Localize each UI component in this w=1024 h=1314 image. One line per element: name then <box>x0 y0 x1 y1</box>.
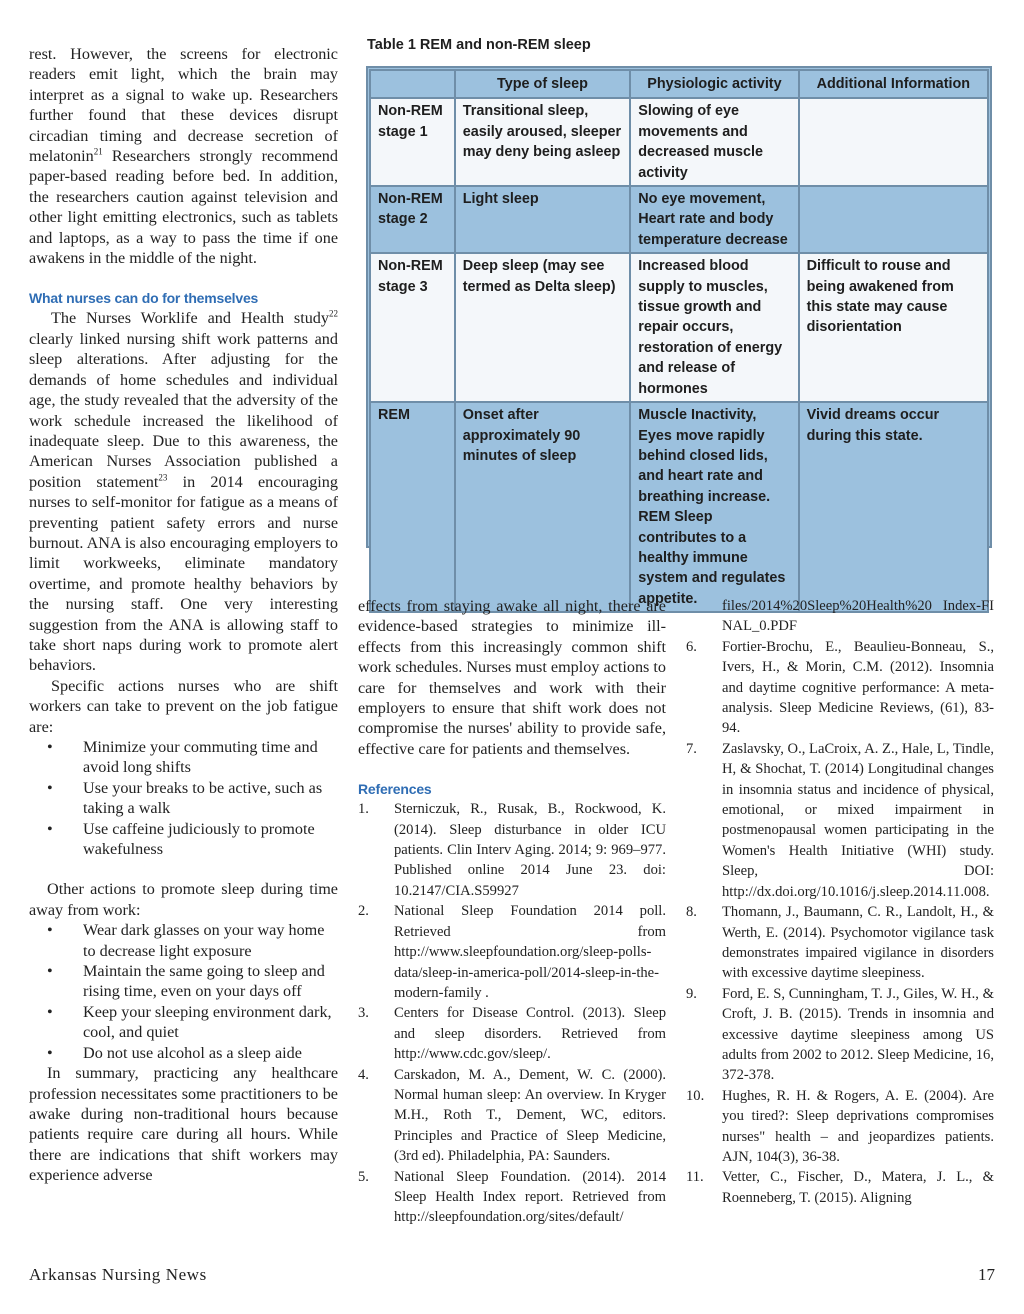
table-cell: Non-REM stage 1 <box>370 98 455 186</box>
table-cell: Slowing of eye movements and decreased muscle activity <box>630 98 798 186</box>
table-cell: REM <box>370 402 455 612</box>
table-header-cell: Additional Information <box>799 70 988 98</box>
sleep-table-container <box>366 66 992 607</box>
list-item: • Use caffeine judiciously to promote wakefulness <box>29 819 338 860</box>
references-heading: References <box>358 781 432 798</box>
list-item: • Use your breaks to be active, such as taking a walk <box>29 778 338 819</box>
list-item: • Wear dark glasses on your way home to decrease light exposure <box>29 920 338 961</box>
sleep-stages-table <box>369 69 989 613</box>
reference-item: 6. Fortier-Brochu, E., Beaulieu-Bonneau, S., Ivers, H., & Morin, C.M. (2012). Insomnia and daytime cognitive performance: A meta-analysis. Sleep Medicine Reviews, (61), 83-94. <box>686 638 994 737</box>
table-cell: Light sleep <box>455 186 630 253</box>
page-number: 17 <box>978 1265 995 1284</box>
right-column <box>686 596 994 1208</box>
study-paragraph: The Nurses Worklife and Health study$^{22}$ clearly linked nursing shift work patterns and sleep alterations. After adjusting for the demands of home schedules and individual age, the study revealed that the adversity of the work schedule increased the likelihood of inadequate sleep. Due to this awareness, the American Nurses Association published a position statement$^{23}$ in 2014 encouraging nurses to self-monitor for fatigue as a means of preventing patient safety errors and nurse burnout. ANA is also encouraging employers to limit workweeks, eliminate mandatory overtime, and promote healthy behaviors by the nursing staff. One very interesting suggestion from the ANA is allowing staff to take short naps during work to promote alert behaviors. <box>29 309 338 675</box>
reference-item: 11. Vetter, C., Fischer, D., Matera, J. L., & Roenneberg, T. (2015). Aligning <box>686 1169 994 1206</box>
reference-item: 1. Sterniczuk, R., Rusak, B., Rockwood, K. (2014). Sleep disturbance in older ICU patients. Clin Interv Aging. 2014; 9: 969–977. Published online 2014 June 23. doi: 10.2147/CIA.S59927 <box>358 801 666 899</box>
specific-actions-paragraph: Specific actions nurses who are shift workers can take to prevent on the job fatigue are: <box>29 676 338 736</box>
references-list <box>358 799 666 1228</box>
table-title: Table 1 REM and non-REM sleep <box>367 37 591 53</box>
list-item: • Keep your sleeping environment dark, cool, and quiet <box>29 1002 338 1043</box>
table-row <box>370 402 988 612</box>
reference-item: 7. Zaslavsky, O., LaCroix, A. Z., Hale, L, Tindle, H, & Shochat, T. (2014) Longitudinal changes in insomnia status and incidence of physical, emotional, or mixed impairment in postmenopausal women participating in the Women's Health Initiative (WHI) study. Sleep, DOI: http://dx.doi.org/10.1016/j.sleep.2014.11.008. <box>686 740 994 900</box>
other-actions-paragraph: Other actions to promote sleep during time away from work: <box>29 880 338 919</box>
table-cell: Non-REM stage 3 <box>370 253 455 402</box>
reference-item: 5. National Sleep Foundation. (2014). 2014 Sleep Health Index report. Retrieved from http://sleepfoundation.org/sites/default/ <box>358 1168 666 1226</box>
summary-paragraph: In summary, practicing any healthcare profession necessitates some practitioners to be awake during non-traditional hours because patients require care during all hours. While there are indications that shift workers may experience adverse <box>29 1064 338 1185</box>
list-item: • Maintain the same going to sleep and rising time, even on your days off <box>29 961 338 1002</box>
table-row <box>370 253 988 402</box>
table-cell: Vivid dreams occur during this state. <box>799 402 988 612</box>
reference-item: 10. Hughes, R. H. & Rogers, A. E. (2004). Are you tired?: Sleep deprivations compromises nurses" health – and jeopardizes patients. AJN, 104(3), 36-38. <box>686 1087 994 1165</box>
table-header-cell: Physiologic activity <box>630 70 798 98</box>
references-list-continued <box>686 637 994 1208</box>
reference-item: 8. Thomann, J., Baumann, C. R., Landolt, H., & Werth, E. (2014). Psychomotor vigilance task demonstrates impaired vigilance in disorders with excessive daytime sleepiness. <box>686 904 994 982</box>
left-column <box>29 44 338 1186</box>
table-cell: Difficult to rouse and being awakened from this state may cause disorientation <box>799 253 988 402</box>
reference-item: 4. Carskadon, M. A., Dement, W. C. (2000). Normal human sleep: An overview. In Kryger M.H., Roth T., Dement, WC, editors. Principles and Practice of Sleep Medicine, (3rd ed). Philadelphia, PA: Saunders. <box>358 1066 666 1165</box>
intro-paragraph: rest. However, the screens for electronic readers emit light, which the brain may interpret as a signal to wake up. Researchers further found that these devices disrupt circadian timing and decrease secretion of melatonin$^{21}$ Researchers strongly recommend paper-based reading before bed. In addition, the researchers caution against television and other light emitting electronics, such as tablets and laptops, as a way to pass the time if one awakens in the middle of the night. <box>29 45 338 268</box>
continuation-paragraph: effects from staying awake all night, there are evidence-based strategies to minimize ill-effects from this increasingly common shift work schedules. Nurses must employ actions to care for themselves and work with their employers to ensure that shift work does not compromise the nurses' ability to provide safe, effective care for patients and themselves. <box>358 597 666 758</box>
table-row <box>370 186 988 253</box>
table-header-cell: Type of sleep <box>455 70 630 98</box>
table-cell: No eye movement, Heart rate and body temperature decrease <box>630 186 798 253</box>
table-cell: Deep sleep (may see termed as Delta sleep) <box>455 253 630 402</box>
middle-column <box>358 596 666 1228</box>
publication-name: Arkansas Nursing News <box>29 1265 207 1284</box>
table-cell <box>799 186 988 253</box>
table-header-row <box>370 70 988 98</box>
table-cell: Onset after approximately 90 minutes of sleep <box>455 402 630 612</box>
table-cell <box>799 98 988 186</box>
reference-item: 3. Centers for Disease Control. (2013). Sleep and sleep disorders. Retrieved from http://www.cdc.gov/sleep/. <box>358 1005 666 1063</box>
table-cell: Transitional sleep, easily aroused, sleeper may deny being asleep <box>455 98 630 186</box>
table-cell: Increased blood supply to muscles, tissue growth and repair occurs, restoration of energy and release of hormones <box>630 253 798 402</box>
bullet-list-home <box>29 920 338 1063</box>
list-item: • Do not use alcohol as a sleep aide <box>29 1043 338 1063</box>
reference-item: 2. National Sleep Foundation 2014 poll. Retrieved from http://www.sleepfoundation.org/sleep-polls-data/sleep-in-america-poll/2014-sleep-in-the-modern-family . <box>358 903 666 1001</box>
section-heading: What nurses can do for themselves <box>29 290 259 307</box>
reference-continuation: files/2014%20Sleep%20Health%20 Index-FINAL_0.PDF <box>722 598 994 635</box>
table-cell: Non-REM stage 2 <box>370 186 455 253</box>
table-cell: Muscle Inactivity, Eyes move rapidly behind closed lids, and heart rate and breathing increase. REM Sleep contributes to a healthy immune system and regulates appetite. <box>630 402 798 612</box>
table-header-cell <box>370 70 455 98</box>
table-row <box>370 98 988 186</box>
reference-item: 9. Ford, E. S, Cunningham, T. J., Giles, W. H., & Croft, J. B. (2015). Trends in insomnia and excessive daytime sleepiness among US adults from 2002 to 2012. Sleep Medicine, 16, 372-378. <box>686 985 994 1084</box>
list-item: • Minimize your commuting time and avoid long shifts <box>29 737 338 778</box>
bullet-list-work <box>29 737 338 859</box>
